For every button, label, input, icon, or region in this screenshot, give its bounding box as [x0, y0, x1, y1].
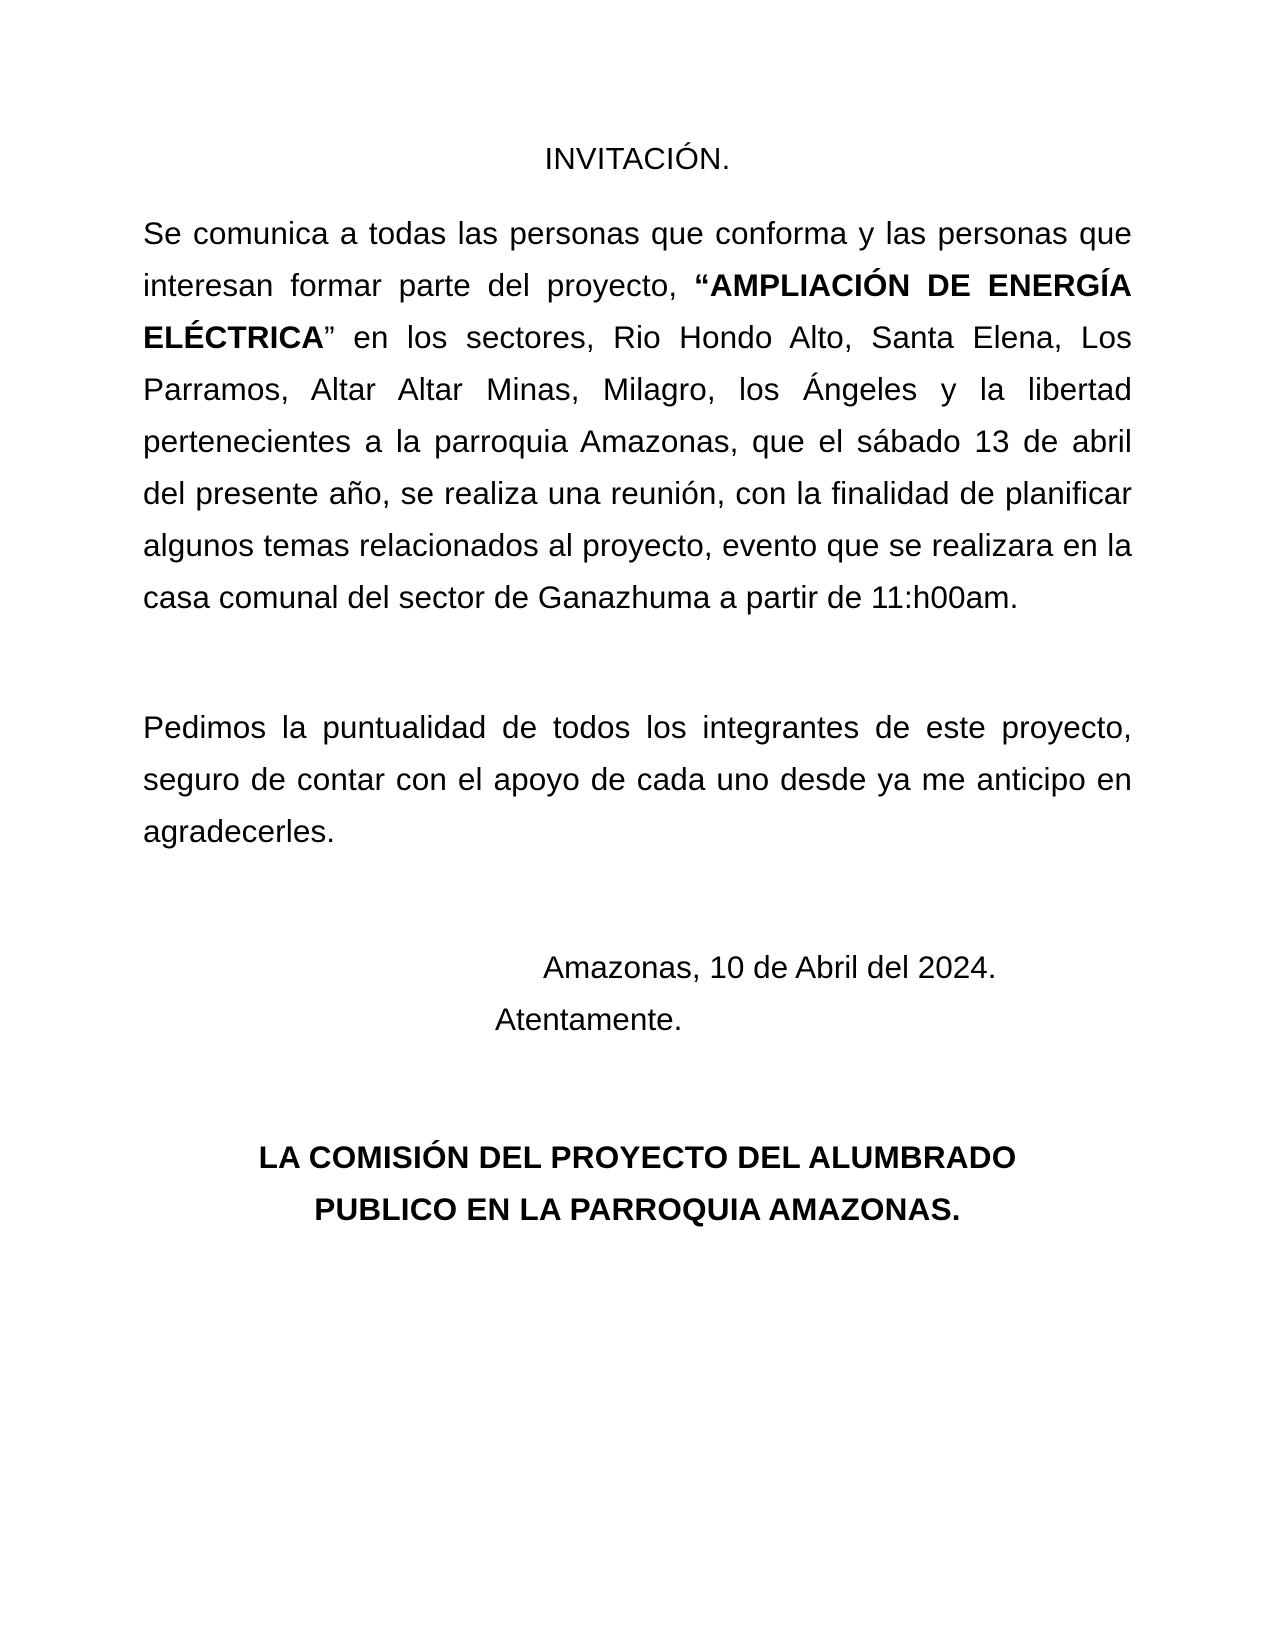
paragraph-1-after-bold: ” en los sectores, Rio Hondo Alto, Santa Elena, Los Parramos, Altar Altar Minas, Milagro, los Ángeles y la libertad pertenecientes a la parroquia Amazonas, que el sábado 13 de abril del presente año, se realiza una reunión, con la finalidad de planificar algunos temas relacionados al proyecto, evento que se realizara en la casa comunal del sector de Ganazhuma a partir de 11:h00am. [143, 319, 1132, 616]
page-title: INVITACIÓN. [544, 141, 731, 176]
place-and-date: Amazonas, 10 de Abril del 2024. [543, 949, 997, 986]
commission-line-2: PUBLICO EN LA PARROQUIA AMAZONAS. [314, 1191, 961, 1228]
punctuality-paragraph: Pedimos la puntualidad de todos los integrantes de este proyecto, seguro de contar con el apoyo de cada uno desde ya me anticipo en agradecerles. [143, 709, 1132, 850]
commission-spacer [143, 1045, 1132, 1131]
signature-spacer [143, 857, 1132, 941]
project-name-bold: “AMPLIACIÓN DE ENERGÍA ELÉCTRICA [143, 267, 1132, 356]
commission-line-1: LA COMISIÓN DEL PROYECTO DEL ALUMBRADO [258, 1139, 1017, 1176]
closing-line: Atentamente. [495, 1001, 683, 1038]
paragraph-spacer [143, 623, 1132, 701]
paragraph-1-before-bold: Se comunica a todas las personas que conforma y las personas que interesan formar parte del proyecto, [143, 215, 1132, 304]
invitation-paragraph [143, 207, 1132, 623]
